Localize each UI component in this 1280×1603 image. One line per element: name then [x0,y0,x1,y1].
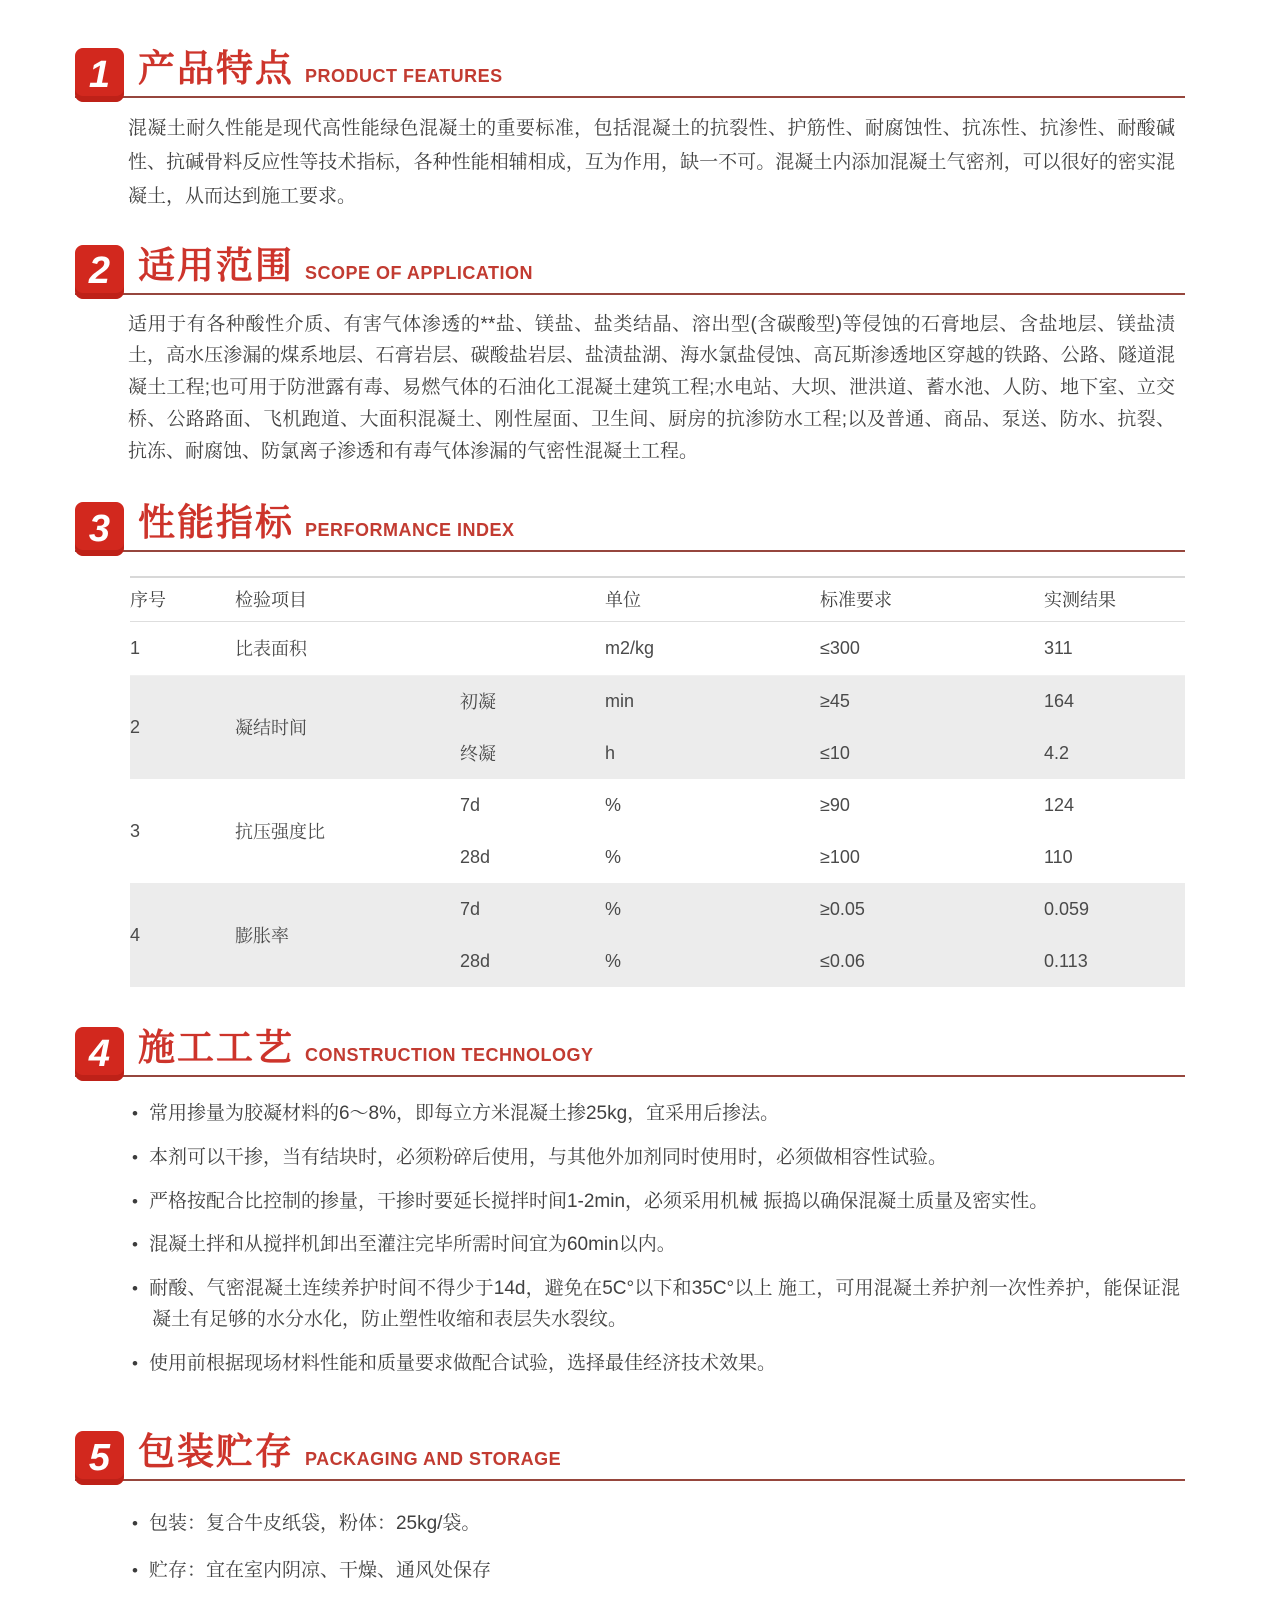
cell-unit: % [605,794,622,815]
col-header-no: 序号 [130,577,235,621]
cell-no: 1 [130,637,141,658]
table-header-row [130,577,1185,621]
section-title-cn: 性能指标 [138,502,294,544]
section-number-badge: 4 [75,1027,124,1081]
cell-standard: ≥90 [820,794,850,815]
bullet-item: • 常用掺量为胶凝材料的6～8%，即每立方米混凝土掺25kg，宜采用后掺法。 [132,1099,1180,1130]
section-paragraph: 混凝土耐久性能是现代高性能绿色混凝土的重要标准，包括混凝土的抗裂性、护筋性、耐腐蚀性、抗冻性、抗渗性、耐酸碱性、抗碱骨料反应性等技术指标，各种性能相辅相成，互为作用，缺一不可。混凝土内添加混凝土气密剂，可以很好的密实混凝土，从而达到施工要求。 [128,118,1175,208]
bullet-item: • 使用前根据现场材料性能和质量要求做配合试验，选择最佳经济技术效果。 [132,1349,1180,1380]
table-row [130,675,1185,727]
bullet-item: • 贮存：宜在室内阴凉、干燥、通风处保存 [132,1556,1180,1587]
col-header-result: 实测结果 [1020,577,1185,621]
cell-sub: 终凝 [460,744,496,765]
section-scope-of-application [0,245,1280,469]
cell-result: 311 [1044,637,1073,658]
cell-unit: % [605,950,622,971]
col-header-sub [430,577,580,621]
cell-sub: 28d [460,846,491,867]
cell-no: 3 [130,820,141,841]
cell-result: 0.059 [1044,898,1090,919]
section-number-badge: 5 [75,1431,124,1485]
section-construction-technology [0,1027,1280,1379]
cell-sub: 7d [460,898,481,919]
cell-unit: h [605,742,616,763]
section-title-en: PRODUCT FEATURES [305,66,503,86]
cell-standard: ≤0.06 [820,950,865,971]
cell-result: 4.2 [1044,742,1070,763]
cell-unit: m2/kg [605,637,655,658]
bullet-item: • 包装：复合牛皮纸袋，粉体：25kg/袋。 [132,1509,1180,1540]
cell-no: 4 [130,924,141,945]
bullet-item: • 耐酸、气密混凝土连续养护时间不得少于14d，避免在5C°以下和35C°以上 施工，可用混凝土养护剂一次性养护，能保证混凝土有足够的水分水化，防止塑性收缩和表层失水裂纹。 [132,1274,1180,1336]
section-product-features [0,48,1280,215]
section-header [75,245,1185,295]
section-title-cn: 产品特点 [138,48,294,89]
section-header [75,48,1185,98]
cell-item: 凝结时间 [235,718,307,739]
bullet-item: • 本剂可以干掺，当有结块时，必须粉碎后使用，与其他外加剂同时使用时，必须做相容性试验。 [132,1143,1180,1174]
section-paragraph: 适用于有各种酸性介质、有害气体渗透的**盐、镁盐、盐类结晶、溶出型(含碳酸型)等侵蚀的石膏地层、含盐地层、镁盐渍土，高水压渗漏的煤系地层、石膏岩层、碳酸盐岩层、盐渍盐湖、海水氯盐侵蚀、高瓦斯渗透地区穿越的铁路、公路、隧道混凝土工程;也可用于防泄露有毒、易燃气体的石油化工混凝土建筑工程;水电站、大坝、泄洪道、蓄水池、人防、地下室、立交桥、公路路面、飞机跑道、大面积混凝土、刚性屋面、卫生间、厨房的抗渗防水工程;以及普通、商品、泵送、防水、抗裂、抗冻、耐腐蚀、防氯离子渗透和有毒气体渗漏的气密性混凝土工程。 [128,313,1175,463]
section-title-cn: 包装贮存 [138,1431,294,1473]
section-header [75,502,1185,552]
col-header-item: 检验项目 [235,577,430,621]
cell-unit: % [605,846,622,867]
performance-table [130,576,1185,987]
col-header-standard: 标准要求 [790,577,1020,621]
section-packaging-storage [0,1431,1280,1587]
cell-no: 2 [130,716,141,737]
section-header [75,1027,1185,1077]
cell-result: 0.113 [1044,950,1088,971]
cell-sub: 7d [460,794,481,815]
construction-bullet-list [132,1099,1180,1379]
cell-result: 124 [1044,794,1075,815]
section-title-en: SCOPE OF APPLICATION [305,262,534,283]
section-number-badge: 2 [75,245,124,299]
cell-sub: 初凝 [460,692,496,713]
section-number-badge: 1 [75,48,124,102]
cell-standard: ≥100 [820,846,860,867]
table-row [130,621,1185,675]
cell-sub [430,621,580,675]
bullet-item: • 严格按配合比控制的掺量，干掺时要延长搅拌时间1-2min，必须采用机械 振捣以确保混凝土质量及密实性。 [132,1187,1180,1218]
cell-sub: 28d [460,950,491,971]
section-title-cn: 施工工艺 [138,1027,294,1069]
cell-result: 110 [1044,846,1073,867]
cell-standard: ≥0.05 [820,898,865,919]
cell-standard: ≤10 [820,742,850,763]
cell-unit: min [605,690,635,711]
section-title-en: CONSTRUCTION TECHNOLOGY [305,1045,594,1066]
cell-item: 抗压强度比 [235,822,325,843]
cell-result: 164 [1044,690,1075,711]
table-row [130,779,1185,831]
section-performance-index [0,502,1280,987]
section-header [75,1431,1185,1481]
section-number-badge: 3 [75,502,124,556]
table-row [130,883,1185,935]
cell-standard: ≥45 [820,690,850,711]
section-title-cn: 适用范围 [138,244,294,286]
cell-item: 比表面积 [235,639,307,660]
cell-unit: % [605,898,622,919]
bullet-item: • 混凝土拌和从搅拌机卸出至灌注完毕所需时间宜为60min以内。 [132,1230,1180,1261]
performance-table-wrap [130,576,1185,987]
section-title-en: PACKAGING AND STORAGE [305,1449,562,1470]
cell-standard: ≤300 [820,637,860,658]
packaging-bullet-list [132,1509,1180,1587]
cell-item: 膨胀率 [235,926,289,947]
col-header-unit: 单位 [580,577,790,621]
section-title-en: PERFORMANCE INDEX [305,520,515,541]
